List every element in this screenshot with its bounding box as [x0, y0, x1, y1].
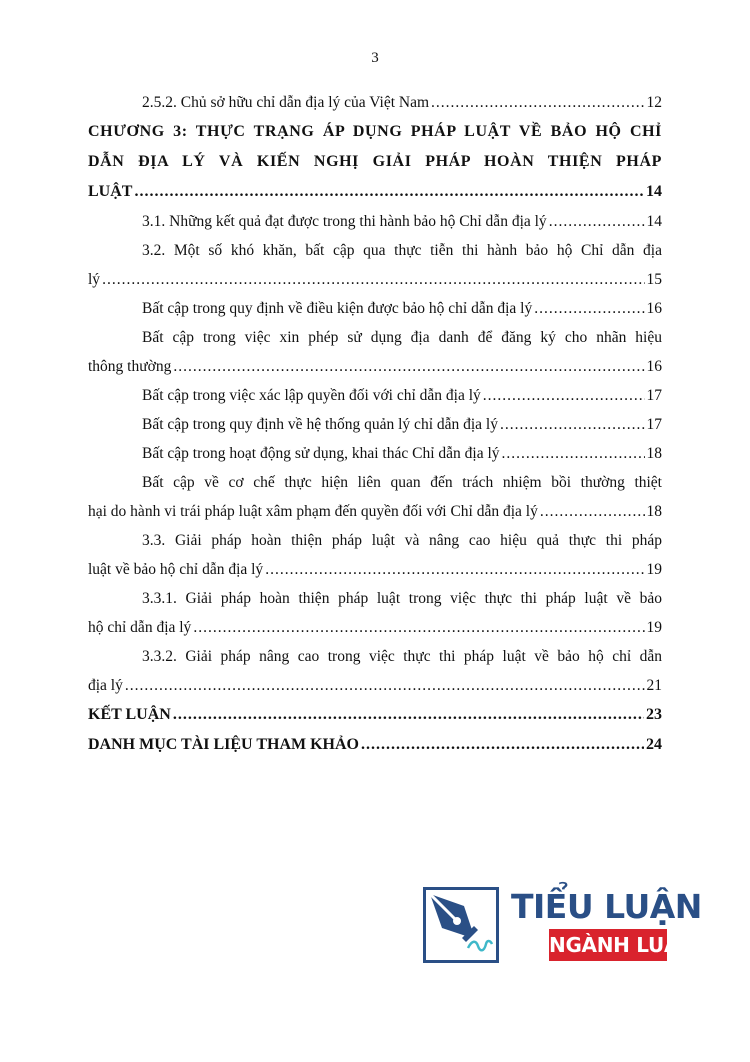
- leader-dots: [540, 497, 645, 526]
- toc-entry-bat-cap-boi-thuong-line-1[interactable]: [88, 468, 662, 497]
- leader-dots: [173, 352, 644, 381]
- toc-entry-ket-luan[interactable]: [88, 700, 662, 730]
- toc-entry-2-5-2[interactable]: [88, 88, 662, 117]
- toc-page: 24: [646, 736, 662, 753]
- toc-entry-3-3-1-line-2[interactable]: [88, 613, 662, 642]
- toc-entry-text: Bất cập trong việc xác lập quyền đối với chỉ dẫn địa lý: [142, 387, 481, 404]
- leader-dots: [134, 177, 644, 207]
- toc-entry-text: 3.3. Giải pháp hoàn thiện pháp luật và nâng cao hiệu quả thực thi pháp: [142, 532, 662, 549]
- toc-entry-text: luật về bảo hộ chỉ dẫn địa lý: [88, 561, 264, 578]
- leader-dots: [534, 294, 644, 323]
- toc-entry-3-3-1-line-1[interactable]: [88, 584, 662, 613]
- toc-chapter-3-line-3[interactable]: [88, 177, 662, 207]
- toc-entry-text: 3.3.2. Giải pháp nâng cao trong việc thực thi pháp luật về bảo hộ chỉ dẫn: [142, 648, 662, 665]
- toc-entry-text: hại do hành vi trái pháp luật xâm phạm đến quyền đối với Chỉ dẫn địa lý: [88, 503, 538, 520]
- toc-chapter-3-line-2[interactable]: [88, 147, 662, 177]
- toc-entry-text: Bất cập trong quy định về hệ thống quản lý chỉ dẫn địa lý: [142, 416, 498, 433]
- toc-chapter-3-line-1[interactable]: [88, 117, 662, 147]
- toc-entry-3-2-line-2[interactable]: [88, 265, 662, 294]
- toc-page: 18: [646, 445, 662, 462]
- leader-dots: [500, 410, 645, 439]
- toc-entry-3-3-2-line-2[interactable]: [88, 671, 662, 700]
- pen-nib-icon: [426, 890, 496, 960]
- toc-entry-text: KẾT LUẬN: [88, 706, 171, 723]
- leader-dots: [361, 730, 644, 760]
- toc-entry-bat-cap-khai-thac[interactable]: [88, 439, 662, 468]
- toc-page: 14: [646, 183, 662, 200]
- toc-page: 17: [646, 416, 662, 433]
- toc-entry-3-3-2-line-1[interactable]: [88, 642, 662, 671]
- toc-entry-bat-cap-dia-danh-line-2[interactable]: [88, 352, 662, 381]
- toc-entry-text: 2.5.2. Chủ sở hữu chỉ dẫn địa lý của Việt Nam: [142, 94, 430, 111]
- toc-entry-tai-lieu-tham-khao[interactable]: [88, 730, 662, 760]
- toc-entry-text: 3.3.1. Giải pháp hoàn thiện pháp luật trong việc thực thi pháp luật về bảo: [142, 590, 662, 607]
- toc-entry-bat-cap-dieu-kien[interactable]: [88, 294, 662, 323]
- toc-entry-bat-cap-dia-danh-line-1[interactable]: [88, 323, 662, 352]
- toc-entry-3-3-line-1[interactable]: [88, 526, 662, 555]
- toc-page: 19: [646, 619, 662, 636]
- tieu-luan-nganh-luat-logo: [423, 887, 702, 965]
- leader-dots: [102, 265, 644, 294]
- logo-title: TIỂU LUẬN: [511, 887, 702, 926]
- leader-dots: [431, 88, 644, 117]
- leader-dots: [193, 613, 644, 642]
- toc-page: 21: [646, 677, 662, 694]
- toc-page: 16: [646, 358, 662, 375]
- toc-entry-text: DANH MỤC TÀI LIỆU THAM KHẢO: [88, 736, 359, 753]
- toc-entry-text: 3.1. Những kết quả đạt được trong thi hành bảo hộ Chỉ dẫn địa lý: [142, 213, 547, 230]
- toc-entry-bat-cap-xac-lap[interactable]: [88, 381, 662, 410]
- toc-entry-text: 3.2. Một số khó khăn, bất cập qua thực tiễn thi hành bảo hộ Chỉ dẫn địa: [142, 242, 662, 259]
- toc-entry-text: thông thường: [88, 358, 172, 375]
- toc-entry-3-2-line-1[interactable]: [88, 236, 662, 265]
- toc-page: 18: [646, 503, 662, 520]
- toc-page: 15: [646, 271, 662, 288]
- page-number: 3: [371, 50, 379, 66]
- toc-page: 23: [646, 706, 662, 723]
- toc-entry-text: CHƯƠNG 3: THỰC TRẠNG ÁP DỤNG PHÁP LUẬT VỀ BẢO HỘ CHỈ: [88, 123, 662, 140]
- logo-emblem: [423, 887, 499, 963]
- toc-entry-text: lý: [88, 271, 101, 288]
- toc-entry-text: địa lý: [88, 677, 123, 694]
- toc-page: 17: [646, 387, 662, 404]
- toc-entry-text: Bất cập trong việc xin phép sử dụng địa danh để đăng ký cho nhãn hiệu: [142, 329, 662, 346]
- toc-entry-text: Bất cập trong quy định về điều kiện được bảo hộ chỉ dẫn địa lý: [142, 300, 533, 317]
- leader-dots: [173, 700, 644, 730]
- leader-dots: [549, 207, 645, 236]
- logo-subtitle: NGÀNH LUẬT: [549, 929, 667, 961]
- toc-page: 16: [646, 300, 662, 317]
- toc-page: 19: [646, 561, 662, 578]
- toc-entry-text: LUẬT: [88, 183, 133, 200]
- leader-dots: [502, 439, 645, 468]
- toc-page: 12: [646, 94, 662, 111]
- toc-entry-text: Bất cập trong hoạt động sử dụng, khai thác Chỉ dẫn địa lý: [142, 445, 500, 462]
- leader-dots: [125, 671, 645, 700]
- leader-dots: [483, 381, 645, 410]
- toc-entry-bat-cap-boi-thuong-line-2[interactable]: [88, 497, 662, 526]
- toc-entry-text: DẪN ĐỊA LÝ VÀ KIẾN NGHỊ GIẢI PHÁP HOÀN THIỆN PHÁP: [88, 153, 662, 170]
- table-of-contents: [88, 88, 662, 760]
- toc-page: 14: [646, 213, 662, 230]
- toc-entry-3-1[interactable]: [88, 207, 662, 236]
- toc-entry-3-3-line-2[interactable]: [88, 555, 662, 584]
- toc-entry-bat-cap-quan-ly[interactable]: [88, 410, 662, 439]
- toc-entry-text: hộ chỉ dẫn địa lý: [88, 619, 192, 636]
- leader-dots: [265, 555, 644, 584]
- toc-entry-text: Bất cập về cơ chế thực hiện liên quan đến trách nhiệm bồi thường thiệt: [142, 474, 662, 491]
